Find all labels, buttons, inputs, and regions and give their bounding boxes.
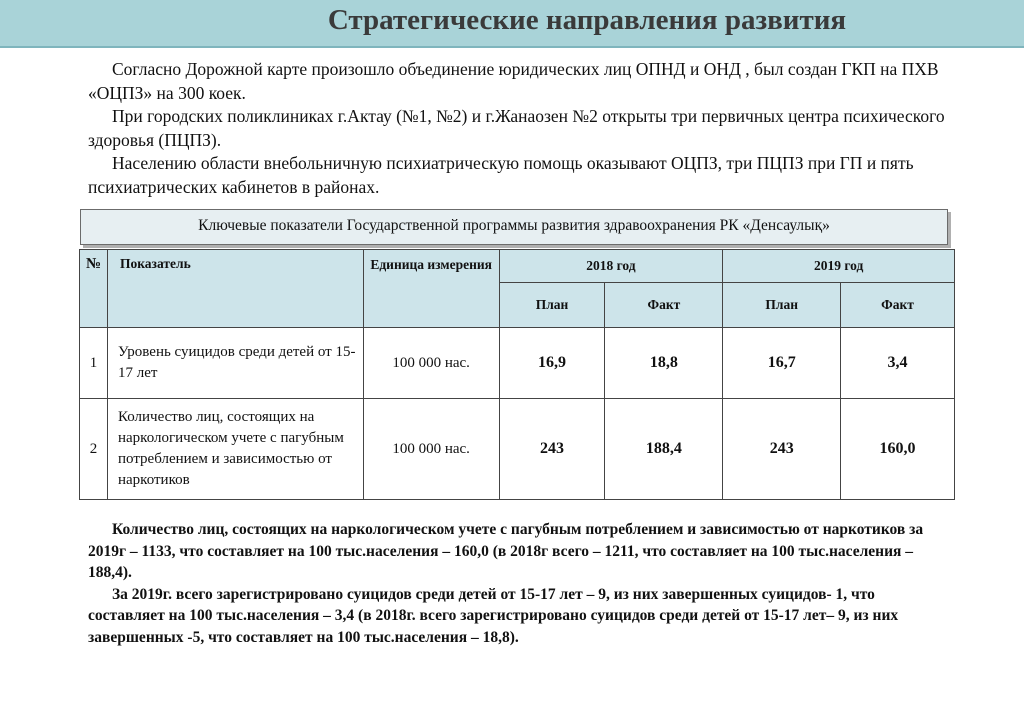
header-fact-2019: Факт — [841, 283, 955, 328]
value-fact-2019: 160,0 — [841, 399, 955, 500]
header-year-2019: 2019 год — [723, 250, 955, 283]
page-title: Стратегические направления развития — [327, 4, 847, 36]
intro-text — [88, 58, 958, 200]
header-plan-2019: План — [723, 283, 841, 328]
value-plan-2019: 243 — [723, 399, 841, 500]
value-plan-2018: 243 — [499, 399, 605, 500]
header-year-2018: 2018 год — [499, 250, 723, 283]
summary-paragraph: Количество лиц, состоящих на наркологическом учете с пагубным потреблением и зависимостью от наркотиков за 2019г – 1133, что составляет на 100 тыс.населения – 160,0 (в 2018г всего – 1211, что составляет на 100 тыс.населения – 188,4). — [88, 521, 924, 581]
table-row — [80, 399, 955, 500]
row-unit: 100 000 нас. — [363, 399, 499, 500]
header-fact-2018: Факт — [605, 283, 723, 328]
summary-paragraph: За 2019г. всего зарегистрировано суицидов среди детей от 15-17 лет – 9, из них завершенных суицидов- 1, что составляет на 100 тыс.населения – 3,4 (в 2018г. всего зарегистрировано суицидов среди детей от 15-17 лет– 9, из них завершенных -5, что составляет на 100 тыс.населения – 18,8). — [88, 585, 899, 646]
kpi-banner: Ключевые показатели Государственной программы развития здравоохранения РК «Денсаулық» — [80, 209, 948, 245]
intro-paragraph: При городских поликлиниках г.Актау (№1, №2) и г.Жанаозен №2 открыты три первичных центра психического здоровья (ПЦПЗ). — [88, 106, 945, 150]
intro-paragraph: Населению области внебольничную психиатрическую помощь оказывают ОЦПЗ, три ПЦПЗ при ГП и пять психиатрических кабинетов в районах. — [88, 153, 914, 197]
row-indicator: Количество лиц, состоящих на наркологическом учете с пагубным потреблением и зависимостью от наркотиков — [107, 399, 363, 500]
value-fact-2018: 18,8 — [605, 328, 723, 399]
row-unit: 100 000 нас. — [363, 328, 499, 399]
row-number: 2 — [80, 399, 108, 500]
summary-text — [88, 519, 948, 648]
header-plan-2018: План — [499, 283, 605, 328]
header-indicator: Показатель — [107, 250, 363, 328]
value-plan-2019: 16,7 — [723, 328, 841, 399]
value-fact-2018: 188,4 — [605, 399, 723, 500]
intro-paragraph: Согласно Дорожной карте произошло объединение юридических лиц ОПНД и ОНД , был создан ГКП на ПХВ «ОЦПЗ» на 300 коек. — [88, 59, 939, 103]
table-row — [80, 328, 955, 399]
value-plan-2018: 16,9 — [499, 328, 605, 399]
value-fact-2019: 3,4 — [841, 328, 955, 399]
kpi-table — [79, 249, 955, 500]
row-indicator: Уровень суицидов среди детей от 15-17 лет — [107, 328, 363, 399]
header-num: № — [80, 250, 108, 328]
header-divider — [0, 46, 1024, 48]
header-unit: Единица измерения — [363, 250, 499, 328]
row-number: 1 — [80, 328, 108, 399]
